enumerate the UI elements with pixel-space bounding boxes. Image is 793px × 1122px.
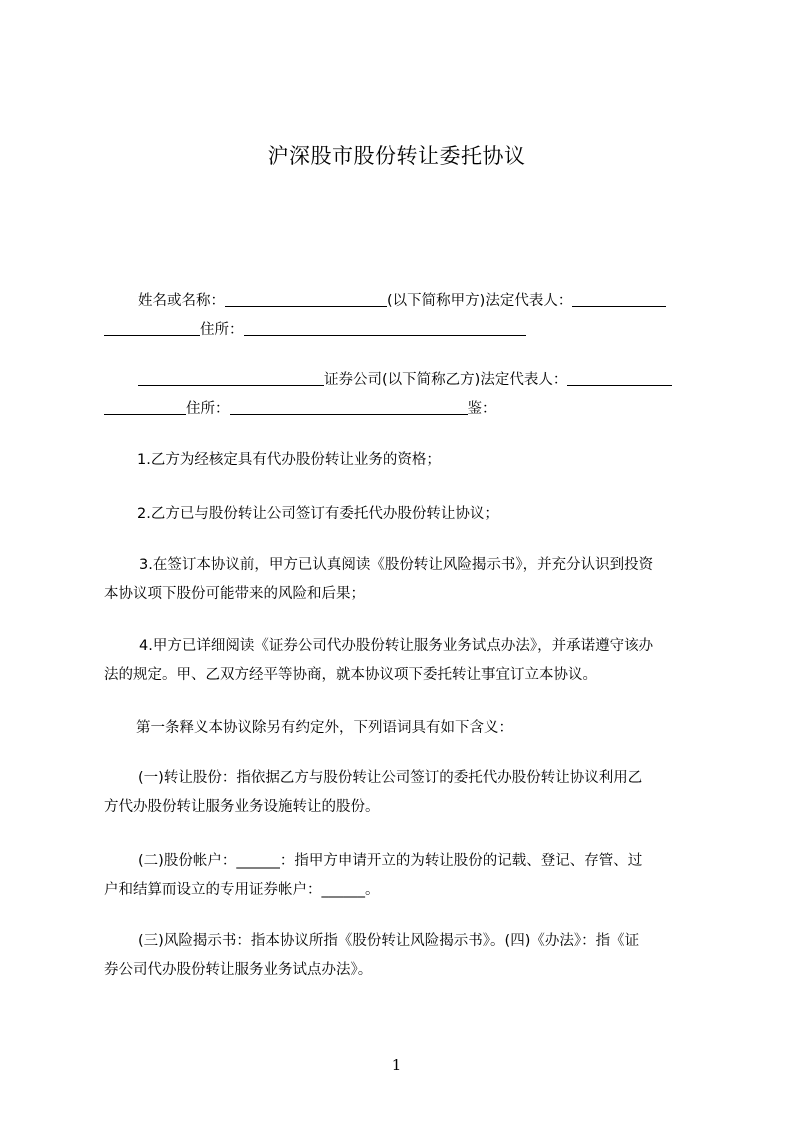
party-b-block	[104, 366, 702, 424]
party-b-line-1	[104, 366, 702, 395]
recital-4-line-1: 4.甲方已详细阅读《证券公司代办股份转让服务业务试点办法》，并承诺遵守该办	[139, 638, 654, 654]
party-a-block	[104, 287, 702, 345]
recital-4	[104, 632, 702, 690]
recital-2	[104, 500, 702, 529]
party-a-abbr-label: (以下简称甲方)法定代表人：	[387, 293, 573, 309]
definition-2-line-1: (二)股份帐户：______：指甲方申请开立的为转让股份的记载、登记、存管、过	[138, 853, 643, 869]
party-a-address-blank[interactable]	[244, 318, 526, 336]
definition-1-line-2: 方代办股份转让服务业务设施转让的股份。	[104, 799, 380, 815]
party-b-jian-label: 鉴：	[467, 401, 497, 417]
party-b-address-label: 住所：	[186, 401, 230, 417]
definition-2-line-2: 户和结算而设立的专用证券帐户：______。	[104, 882, 380, 898]
definition-2	[104, 847, 702, 905]
party-a-line-2	[104, 316, 702, 345]
party-a-name-blank[interactable]	[225, 289, 387, 307]
party-b-address-blank[interactable]	[230, 397, 468, 415]
party-a-name-label: 姓名或名称：	[138, 293, 225, 309]
party-a-representative-blank-cont[interactable]	[104, 318, 200, 336]
recital-3-line-1: 3.在签订本协议前，甲方已认真阅读《股份转让风险揭示书》，并充分认识到投资	[139, 557, 654, 573]
recital-1	[104, 446, 702, 475]
party-b-representative-blank-cont[interactable]	[104, 397, 186, 415]
definition-1	[104, 764, 702, 822]
page-number: 1	[391, 1056, 402, 1074]
party-b-representative-blank[interactable]	[567, 368, 672, 386]
definition-1-line-1: (一)转让股份：指依据乙方与股份转让公司签订的委托代办股份转让协议利用乙	[138, 770, 643, 786]
definition-3-line-1: (三)风险揭示书：指本协议所指《股份转让风险揭示书》。(四)《办法》：指《证	[138, 933, 640, 949]
recital-1-text: 1.乙方为经核定具有代办股份转让业务的资格；	[137, 452, 441, 468]
party-a-line-1	[104, 287, 702, 316]
definition-3	[104, 927, 702, 985]
article-1-intro	[104, 714, 702, 743]
recital-2-text: 2.乙方已与股份转让公司签订有委托代办股份转让协议；	[137, 506, 499, 522]
recital-3	[104, 551, 702, 609]
recital-4-line-2: 法的规定。甲、乙双方经平等协商，就本协议项下委托转让事宜订立本协议。	[104, 667, 597, 683]
definition-3-line-2: 券公司代办股份转让服务业务试点办法》。	[104, 962, 373, 978]
party-a-representative-blank[interactable]	[572, 289, 666, 307]
recital-3-line-2: 本协议项下股份可能带来的风险和后果；	[104, 586, 365, 602]
article-1-intro-text: 第一条释义本协议除另有约定外，下列语词具有如下含义：	[136, 720, 513, 736]
party-b-company-label: 证券公司(以下简称乙方)法定代表人：	[324, 372, 568, 388]
party-a-address-label: 住所：	[200, 322, 244, 338]
party-b-company-blank[interactable]	[138, 368, 324, 386]
document-title: 沪深股市股份转让委托协议	[267, 144, 526, 168]
party-b-line-2	[104, 395, 702, 424]
